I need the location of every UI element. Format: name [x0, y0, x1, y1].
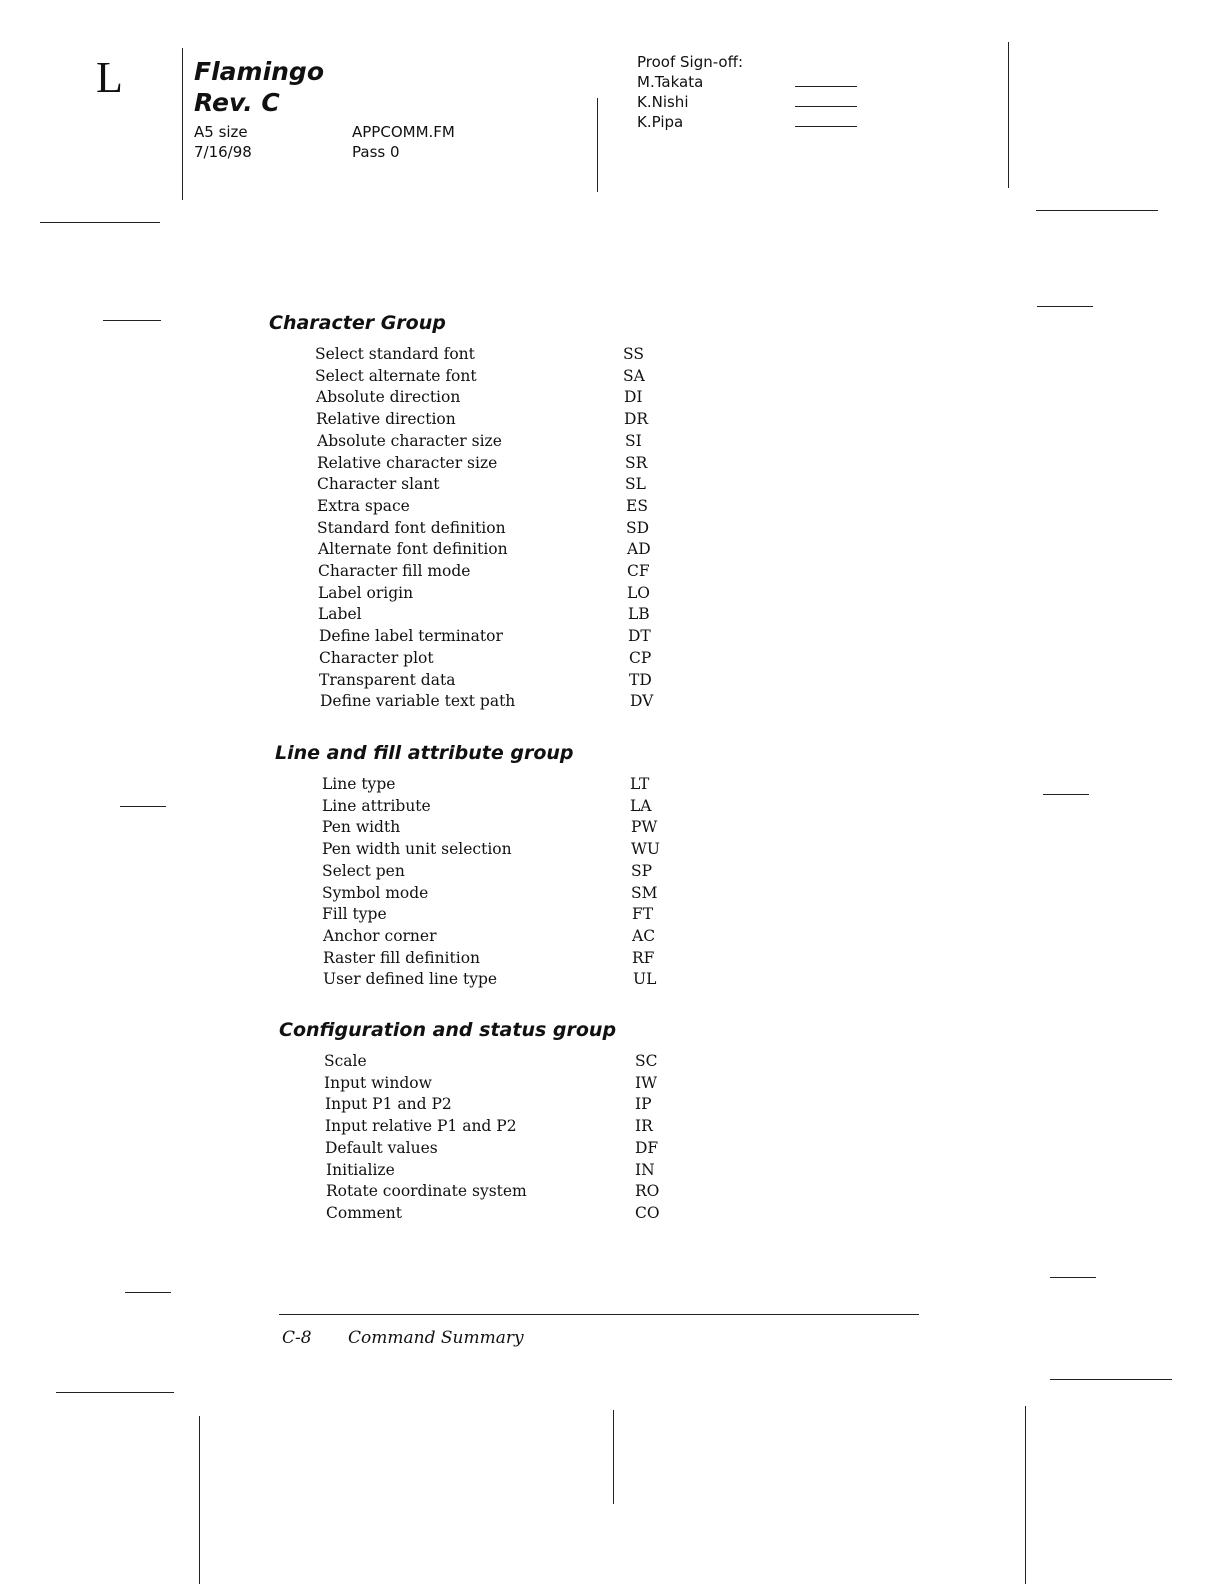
command-name: Relative direction	[316, 410, 456, 429]
doc-date: 7/16/98	[194, 143, 252, 161]
command-code: SR	[625, 453, 648, 472]
trim-mark	[1037, 306, 1093, 307]
trim-mark	[56, 1392, 174, 1393]
trim-mark	[125, 1292, 171, 1293]
doc-size: A5 size	[194, 123, 248, 141]
command-name: Standard font definition	[317, 518, 506, 537]
page-number: C-8	[282, 1328, 312, 1348]
signer-1: M.Takata	[637, 73, 704, 91]
command-name: Absolute direction	[316, 388, 461, 407]
command-code: LO	[627, 583, 651, 602]
command-code: UL	[633, 970, 657, 989]
command-name: Transparent data	[319, 670, 456, 689]
corner-letter: L	[96, 53, 123, 102]
signer-2: K.Nishi	[637, 93, 689, 111]
command-name: Relative character size	[317, 453, 498, 472]
trim-mark	[1036, 210, 1158, 211]
command-name: Input window	[324, 1073, 432, 1092]
command-code: AC	[632, 926, 656, 945]
section-title-configuration: Configuration and status group	[279, 1019, 617, 1041]
command-code: SM	[631, 883, 658, 902]
command-name: Select standard font	[315, 345, 475, 363]
command-name: Fill type	[322, 905, 387, 924]
command-code: IW	[635, 1073, 658, 1092]
command-name: Select pen	[322, 861, 405, 880]
command-name: Line attribute	[322, 796, 431, 815]
command-code: LA	[630, 796, 652, 815]
command-name: Select alternate font	[315, 366, 477, 385]
command-code: RF	[632, 948, 655, 967]
header-left-rule	[182, 48, 183, 200]
command-code: IP	[635, 1095, 652, 1114]
command-code: DT	[628, 627, 651, 646]
signoff-line-3	[795, 126, 857, 127]
command-code: LB	[628, 605, 650, 624]
command-code: DR	[624, 410, 649, 429]
header-right-rule	[1008, 42, 1009, 188]
command-name: Initialize	[326, 1160, 395, 1179]
trim-mark	[1025, 1406, 1026, 1584]
trim-mark	[1050, 1277, 1096, 1278]
command-name: Line type	[322, 775, 396, 793]
command-name: Character plot	[319, 648, 434, 667]
command-code: RO	[635, 1182, 660, 1201]
command-code: CP	[629, 648, 652, 667]
command-code: TD	[629, 670, 652, 689]
footer-rule	[279, 1314, 919, 1315]
trim-mark	[613, 1410, 614, 1504]
command-code: CO	[635, 1203, 660, 1222]
trim-mark	[1043, 794, 1089, 795]
command-code: IR	[635, 1117, 653, 1136]
command-code: LT	[630, 775, 650, 793]
command-code: ES	[626, 496, 648, 515]
doc-file: APPCOMM.FM	[352, 123, 455, 141]
signoff-line-2	[795, 106, 857, 107]
command-name: Pen width	[322, 818, 401, 837]
command-code: SC	[635, 1052, 658, 1070]
command-name: Raster fill definition	[323, 948, 481, 967]
command-code: IN	[635, 1160, 655, 1179]
signer-3: K.Pipa	[637, 113, 684, 131]
signoff-line-1	[795, 86, 857, 87]
command-code: FT	[632, 905, 654, 924]
section-title-character-group: Character Group	[269, 312, 446, 334]
command-name: Pen width unit selection	[322, 840, 512, 859]
command-name: Alternate font definition	[318, 540, 508, 559]
header-mid-rule	[597, 98, 598, 192]
trim-mark	[199, 1416, 200, 1584]
command-name: Input relative P1 and P2	[325, 1117, 517, 1136]
command-name: Extra space	[317, 496, 410, 515]
command-name: User defined line type	[323, 970, 498, 989]
command-code: SA	[623, 366, 645, 385]
trim-mark	[103, 320, 161, 321]
doc-title-line1: Flamingo	[194, 57, 325, 86]
trim-mark	[40, 222, 160, 223]
command-name: Define variable text path	[320, 692, 516, 711]
command-name: Input P1 and P2	[325, 1095, 452, 1114]
command-code: DF	[635, 1138, 659, 1157]
command-code: DI	[624, 388, 643, 407]
command-code: DV	[630, 692, 654, 711]
command-name: Symbol mode	[322, 883, 429, 902]
footer-title: Command Summary	[348, 1328, 524, 1348]
trim-mark	[1050, 1379, 1172, 1380]
command-name: Label	[318, 605, 362, 624]
command-name: Character slant	[317, 475, 440, 494]
command-code: SP	[631, 861, 653, 880]
command-name: Label origin	[318, 583, 414, 602]
doc-title-line2: Rev. C	[194, 88, 280, 117]
command-name: Comment	[326, 1203, 402, 1222]
command-code: PW	[631, 818, 658, 837]
proof-label: Proof Sign-off:	[637, 53, 743, 71]
command-name: Scale	[324, 1052, 367, 1070]
section-title-line-fill: Line and fill attribute group	[275, 742, 574, 764]
command-code: AD	[627, 540, 651, 559]
doc-title	[194, 56, 324, 118]
command-code: WU	[631, 840, 660, 859]
command-name: Rotate coordinate system	[326, 1182, 527, 1201]
command-code: SL	[625, 475, 646, 494]
command-name: Anchor corner	[323, 926, 437, 945]
command-name: Character fill mode	[318, 562, 471, 580]
command-code: SI	[625, 431, 642, 450]
proof-signoff	[637, 52, 743, 132]
trim-mark	[120, 806, 166, 807]
command-code: SD	[626, 518, 650, 537]
command-name: Define label terminator	[319, 627, 503, 646]
doc-pass: Pass 0	[352, 143, 400, 161]
command-name: Default values	[325, 1138, 438, 1157]
command-code: SS	[623, 345, 644, 363]
command-code: CF	[627, 562, 650, 580]
command-name: Absolute character size	[317, 431, 502, 450]
